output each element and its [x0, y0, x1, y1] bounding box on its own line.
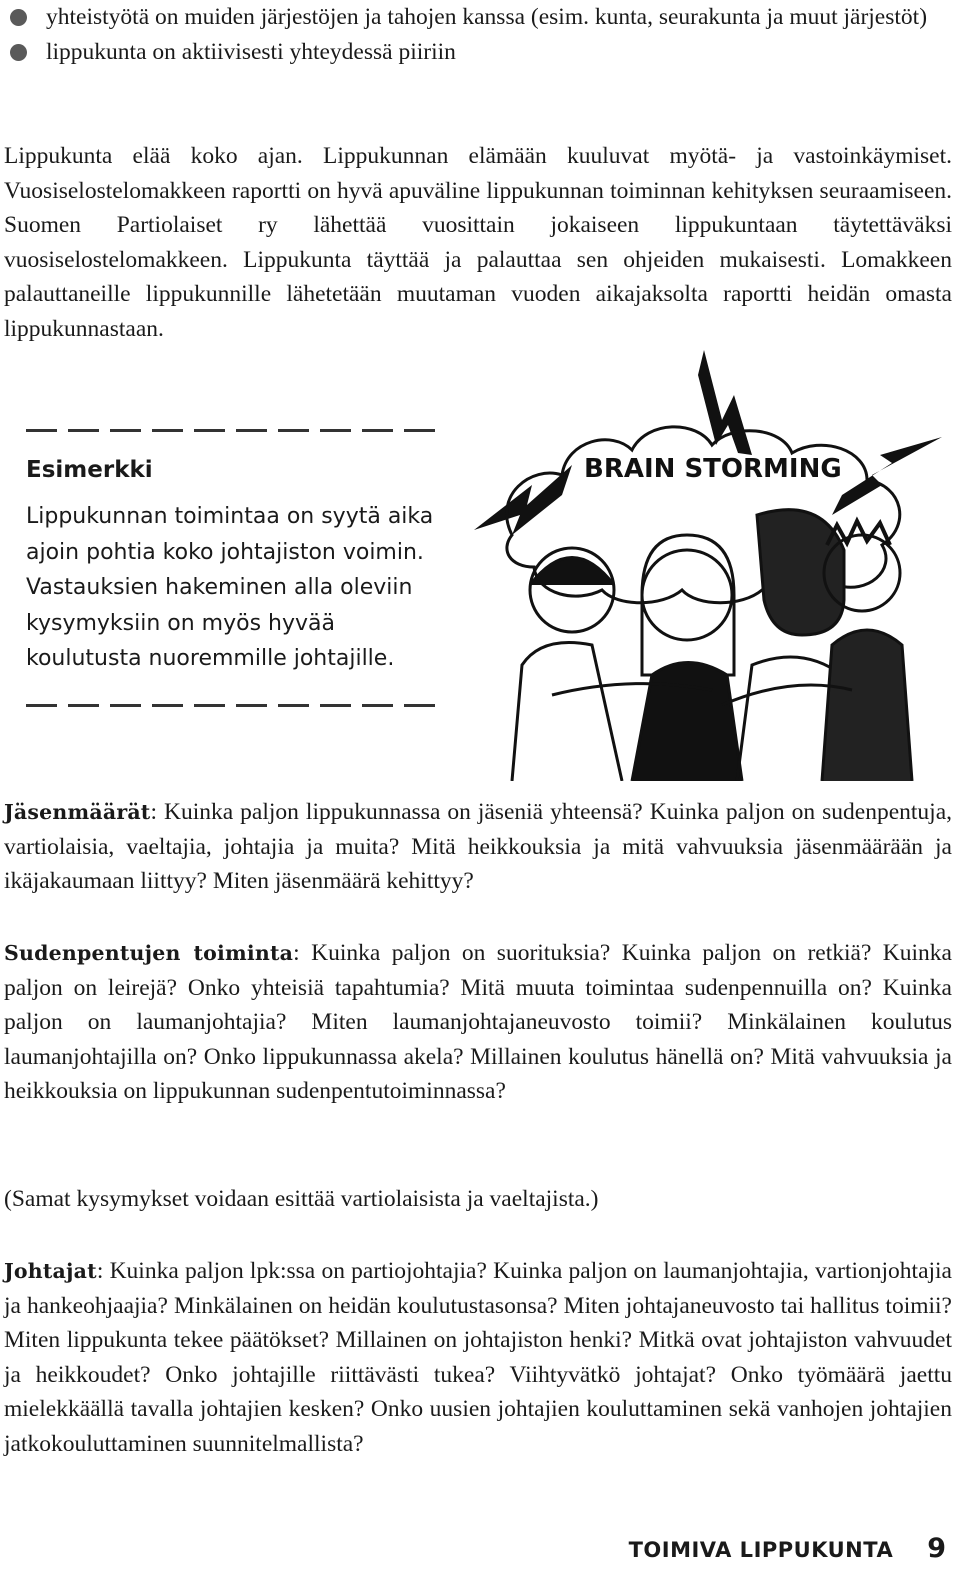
page-number: 9	[927, 1533, 946, 1564]
lightning-bolt-icon	[474, 350, 942, 535]
section-lead: Johtajat	[4, 1259, 97, 1283]
section-johtajat	[4, 1254, 952, 1461]
section-text: : Kuinka paljon lpk:ssa on partiojohtajia? Kuinka paljon on laumanjohtajia, vartionjohtajia ja hankeohjaajia? Minkälainen on heidän koulutustasonsa? Miten johtajaneuvosto tai hallitus toimii? Miten lippukunta tekee päätökset? Millainen on johtajiston henki? Mitkä ovat johtajiston vahvuudet ja heikkoudet? Onko johtajille riittävästi tukea? Viihtyvätkö johtajat? Onko työmäärä jaettu mielekkäällä tavalla johtajien kesken? Onko uusien johtajien kouluttaminen sekä vanhojen johtajien jatkokouluttaminen suunnitelmallista?	[4, 1258, 952, 1457]
bullet-item	[4, 0, 952, 35]
intro-paragraph: Lippukunta elää koko ajan. Lippukunnan elämään kuuluvat myötä- ja vastoinkäymiset. Vuosiselostelomakkeen raportti on hyvä apuväline lippukunnan toiminnan kehityksen seuraamiseen. Suomen Partiolaiset ry lähettää vuosittain jokaiseen lippukuntaan täytettäväksi vuosiselostelomakkeen. Lippukunta täyttää ja palauttaa sen ohjeiden mukaisesti. Lomakkeen palauttaneille lippukunnille lähetetään muutaman vuoden aikajaksolta raportti heidän omasta lippukunnastaan.	[4, 143, 952, 342]
bullet-dot-icon	[10, 44, 27, 61]
dashed-divider-top	[26, 429, 436, 432]
example-box	[26, 415, 438, 715]
bullet-item	[4, 35, 952, 70]
footer-title: TOIMIVA LIPPUKUNTA	[628, 1538, 894, 1562]
page-footer	[629, 1533, 946, 1564]
section-samat: (Samat kysymykset voidaan esittää vartiolaisista ja vaeltajista.)	[4, 1186, 599, 1212]
scout-group-icon	[512, 510, 912, 781]
bullet-list	[4, 0, 952, 69]
section-lead: Jäsenmäärät	[4, 800, 151, 824]
dashed-divider-bottom	[26, 704, 436, 707]
example-title: Esimerkki	[26, 457, 153, 483]
section-lead: Sudenpentujen toiminta	[4, 941, 294, 965]
brainstorming-caption: BRAIN STORMING	[584, 454, 842, 484]
bullet-text: yhteistyötä on muiden järjestöjen ja tahojen kanssa (esim. kunta, seurakunta ja muut järjestöt)	[46, 4, 928, 30]
brainstorming-illustration	[472, 345, 950, 781]
section-text: : Kuinka paljon lippukunnassa on jäseniä yhteensä? Kuinka paljon on sudenpentuja, vartiolaisia, vaeltajia, johtajia ja muita? Mitä heikkouksia ja mitä vahvuuksia jäsenmäärään ja ikäjakaumaan liittyy? Miten jäsenmäärä kehittyy?	[4, 799, 952, 894]
example-body: Lippukunnan toimintaa on syytä aika ajoin pohtia koko johtajiston voimin. Vastauksien hakeminen alla oleviin kysymyksiin on myös hyvää koulutusta nuoremmille johtajille.	[26, 504, 434, 672]
section-text: : Kuinka paljon on suorituksia? Kuinka paljon on retkiä? Kuinka paljon on leirejä? Onko yhteisiä tapahtumia? Mitä muuta toimintaa sudenpennuilla on? Kuinka paljon on laumanjohtajia? Miten laumanjohtajaneuvosto toimii? Minkälainen koulutus laumanjohtajilla on? Onko lippukunnassa akela? Millainen koulutus hänellä on? Mitä vahvuuksia ja heikkouksia on lippukunnan sudenpentutoiminnassa?	[4, 940, 952, 1104]
bullet-dot-icon	[10, 9, 27, 26]
bullet-text: lippukunta on aktiivisesti yhteydessä piiriin	[46, 38, 456, 65]
section-sudenpennut	[4, 936, 952, 1109]
section-jasenmaarat	[4, 795, 952, 899]
